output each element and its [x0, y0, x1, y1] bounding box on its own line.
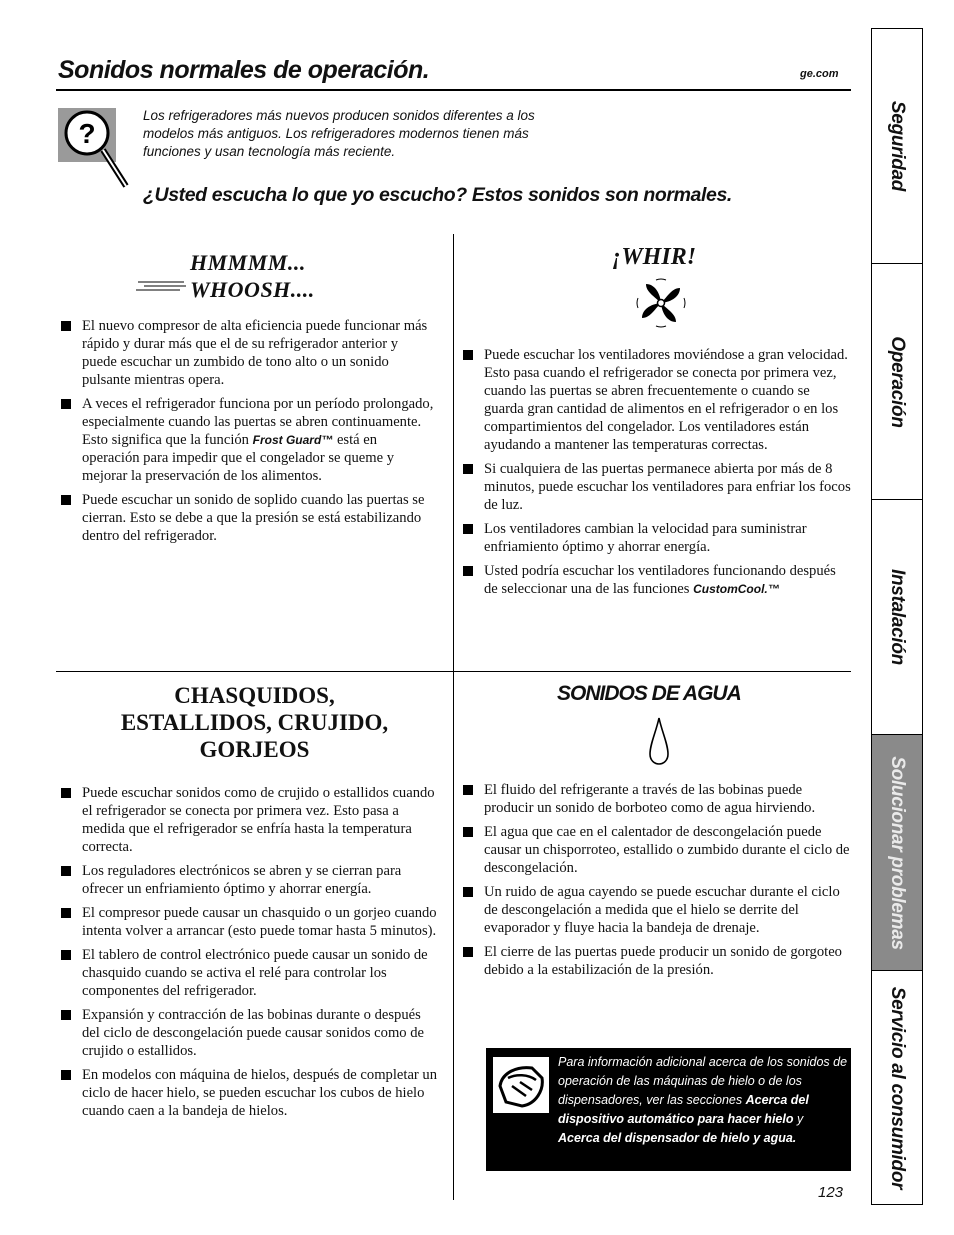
dispenser-section-link: Acerca del dispensador de hielo y agua. [558, 1131, 797, 1145]
list-item [463, 346, 851, 454]
list-item-text: Los reguladores electrónicos se abren y se cierran para ofrecer un enfriamiento óptimo y ahorrar energía. [82, 863, 402, 897]
ice-dispenser-icon [492, 1056, 550, 1114]
tab-seguridad[interactable] [871, 28, 923, 264]
bullet-icon [61, 908, 71, 918]
list-item [463, 781, 851, 817]
info-text-part: y [793, 1112, 804, 1126]
section-chasquidos-title [56, 682, 453, 763]
site-link[interactable]: ge.com [800, 68, 839, 80]
list-item-text: Expansión y contracción de las bobinas durante o después del ciclo de descongelación puede causar sonidos como de crujido o estallidos. [82, 1007, 425, 1059]
bullet-icon [463, 827, 473, 837]
list-item-text: El cierre de las puertas puede producir un sonido de gorgoteo debido a la estabilización de la presión. [484, 944, 842, 978]
info-text-part: Para información adicional acerca de los sonidos de operación de las máquinas de hielo o de los dispensadores, ver las secciones [558, 1055, 848, 1107]
list-item [463, 520, 851, 556]
bullet-icon [61, 1010, 71, 1020]
frost-guard-label: Frost Guard™ [252, 433, 334, 447]
list-item-text: El compresor puede causar un chasquido o un gorjeo cuando intenta volver a arrancar (esto puede tomar hasta 5 minutos). [82, 905, 437, 939]
list-item [61, 784, 441, 856]
list-item [61, 1006, 441, 1060]
svg-text:?: ? [78, 118, 96, 149]
column-divider-bottom [453, 672, 454, 1200]
tab-operacion[interactable] [871, 263, 923, 500]
list-item [61, 317, 436, 389]
list-item-text: Si cualquiera de las puertas permanece abierta por más de 8 minutos, puede escuchar los ventiladores para enfriar los focos de luz. [484, 461, 851, 513]
section-hmmm-list [61, 317, 436, 551]
title-rule [56, 89, 851, 91]
bullet-icon [463, 464, 473, 474]
section-hmmm-title-line2: WHOOSH.... [190, 277, 315, 302]
section-chasquidos-title-line3: GORJEOS [199, 737, 310, 762]
bullet-icon [463, 947, 473, 957]
water-drop-icon [648, 716, 670, 766]
list-item [61, 491, 436, 545]
page-title: Sonidos normales de operación. [58, 56, 430, 84]
list-item [61, 904, 441, 940]
list-item [61, 395, 436, 485]
list-item [61, 862, 441, 898]
customcool-label: CustomCool.™ [693, 582, 780, 596]
section-whir-title: ¡WHIR! [612, 244, 697, 270]
page-number: 123 [818, 1184, 844, 1201]
tab-solucionar-problemas[interactable] [871, 734, 923, 971]
tab-label: Solucionar problemas [887, 755, 908, 950]
section-hmmm-title [190, 249, 315, 303]
tab-label: Instalación [887, 569, 908, 665]
list-item-text: El tablero de control electrónico puede causar un sonido de chasquido cuando se activa el relé para controlar los componentes del refrigerador. [82, 947, 428, 999]
section-chasquidos-title-line2: ESTALLIDOS, CRUJIDO, [120, 710, 389, 735]
whoosh-lines-icon [136, 278, 188, 294]
tab-instalacion[interactable] [871, 499, 923, 735]
bullet-icon [61, 321, 71, 331]
bullet-icon [463, 524, 473, 534]
list-item [463, 460, 851, 514]
bullet-icon [61, 788, 71, 798]
list-item-text: El fluido del refrigerante a través de las bobinas puede producir un sonido de borboteo como de agua hirviendo. [484, 782, 816, 816]
list-item [61, 1066, 441, 1120]
tab-label: Seguridad [887, 100, 908, 192]
bullet-icon [61, 950, 71, 960]
tab-label: Operación [887, 335, 908, 428]
section-whir-list [463, 346, 851, 604]
bullet-icon [463, 887, 473, 897]
column-divider-top [453, 234, 454, 671]
section-chasquidos-title-line1: CHASQUIDOS, [174, 683, 335, 708]
section-agua-title: SONIDOS DE AGUA [557, 682, 741, 705]
list-item [61, 946, 441, 1000]
section-chasquidos-list [61, 784, 441, 1126]
bullet-icon [61, 495, 71, 505]
list-item-text: A veces el refrigerador funciona por un período prolongado, especialmente cuando las puertas se abren continuamente. Esto significa que la función [82, 396, 434, 448]
list-item-text: Los ventiladores cambian la velocidad para suministrar enfriamiento óptimo y ahorrar energía. [484, 521, 807, 555]
fan-icon [636, 278, 686, 328]
bullet-icon [61, 866, 71, 876]
list-item [463, 562, 851, 598]
side-tabs [871, 28, 925, 1205]
list-item [463, 883, 851, 937]
bullet-icon [463, 785, 473, 795]
section-hmmm-title-line1: HMMMM... [190, 250, 306, 275]
list-item-text: Puede escuchar un sonido de soplido cuando las puertas se cierran. Esto se debe a que la presión se está estabilizando dentro del refrigerador. [82, 492, 425, 544]
bullet-icon [463, 566, 473, 576]
list-item-text: El nuevo compresor de alta eficiencia puede funcionar más rápido y durar más que el de su refrigerador anterior y puede escuchar un zumbido de tono alto o un sonido pulsante mientras opera. [82, 318, 428, 388]
bullet-icon [61, 399, 71, 409]
tab-label: Servicio al consumidor [887, 986, 908, 1189]
list-item-text: está en operación para impedir que el congelador se queme y mejorar la preservación de los alimentos. [82, 432, 395, 484]
bullet-icon [61, 1070, 71, 1080]
subheading: ¿Usted escucha lo que yo escucho? Estos sonidos son normales. [143, 184, 732, 206]
list-item-text: Puede escuchar sonidos como de crujido o estallidos cuando el refrigerador se conecta por primera vez. Esto pasa a medida que el refrigerador se enfría hasta la temperatura correcta. [82, 785, 435, 855]
list-item-text: El agua que cae en el calentador de descongelación puede causar un chisporroteo, estallido o zumbido durante el ciclo de descongelación. [484, 824, 850, 876]
section-agua-list [463, 781, 851, 985]
tab-servicio-al-consumidor[interactable] [871, 970, 923, 1205]
intro-text: Los refrigeradores más nuevos producen sonidos diferentes a los modelos más antiguos. Los refrigeradores modernos tienen más funciones y usan tecnología más reciente. [143, 108, 535, 159]
list-item-text: En modelos con máquina de hielos, después de completar un ciclo de hacer hielo, se pueden escuchar los cubos de hielo cuando caen a la bandeja de hielos. [82, 1067, 438, 1119]
icemaker-section-link: Acerca del dispositivo automático para hacer hielo [558, 1093, 809, 1126]
list-item-text: Un ruido de agua cayendo se puede escuchar durante el ciclo de descongelación a medida que el hielo se derrite del evaporador y fluye hacia la bandeja de drenaje. [484, 884, 840, 936]
magnifier-question-icon [58, 106, 132, 190]
list-item [463, 943, 851, 979]
list-item-text: Puede escuchar los ventiladores moviéndose a gran velocidad. Esto pasa cuando el refrigerador se conecta por primera vez, cuando las puertas se abren frecuentemente o cuando se guarda gran cantidad de alimentos en el refrigerador o en los compartimientos del congelador. Los ventiladores están ayudando a mantener las temperaturas correctas. [484, 347, 848, 453]
bullet-icon [463, 350, 473, 360]
list-item-text: Usted podría escuchar los ventiladores funcionando después de seleccionar una de las funciones [484, 563, 836, 597]
list-item [463, 823, 851, 877]
info-box-text [558, 1053, 848, 1148]
